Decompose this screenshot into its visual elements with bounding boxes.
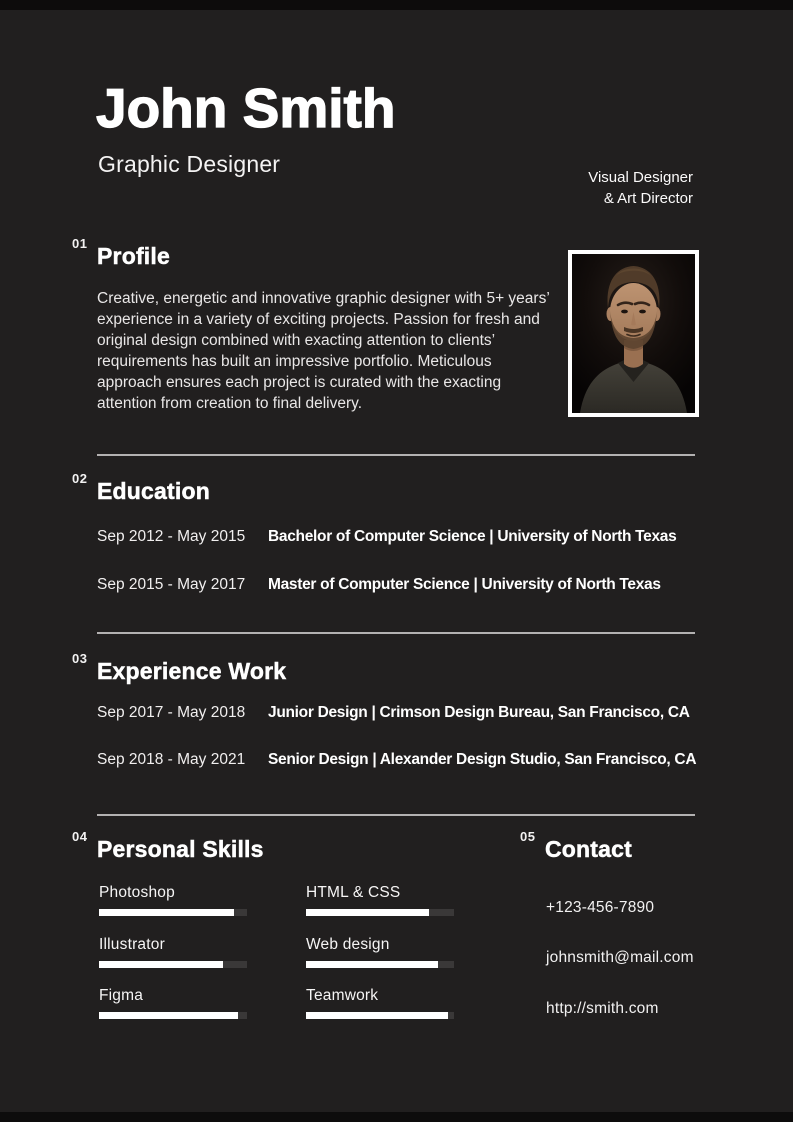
skill-item [306, 884, 454, 916]
skill-label: Photoshop [99, 884, 175, 901]
section-number-education: 02 [72, 471, 88, 486]
skill-item [99, 936, 247, 968]
section-title-education: Education [97, 478, 210, 504]
skill-item [99, 987, 247, 1019]
education-dates: Sep 2015 - May 2017 [97, 576, 246, 593]
top-border-bar [0, 0, 793, 10]
skill-bar-track [306, 961, 454, 968]
skill-bar-fill [306, 1012, 448, 1019]
experience-row [97, 704, 690, 722]
education-dates: Sep 2012 - May 2015 [97, 528, 246, 545]
education-details: Bachelor of Computer Science | University of North Texas [268, 528, 677, 545]
section-number-experience: 03 [72, 651, 88, 666]
education-row [97, 528, 676, 546]
experience-details: Senior Design | Alexander Design Studio, San Francisco, CA [268, 751, 697, 768]
skill-bar-track [306, 1012, 454, 1019]
skill-bar-fill [306, 961, 438, 968]
section-heading-contact [520, 829, 633, 863]
section-divider [97, 632, 695, 634]
skill-bar-fill [99, 909, 234, 916]
profile-summary-text: Creative, energetic and innovative graphic designer with 5+ years’ experience in a variety of exciting projects. Passion for fresh and original design combined with exacting attention to clients’ requirements has built an impressive portfolio. Meticulous approach ensures each project is curated with the exacting attention from creation to final delivery. [97, 290, 550, 412]
contact-website: http://smith.com [546, 1000, 659, 1017]
tagline-line-1: Visual Designer [588, 169, 693, 186]
experience-row [97, 751, 696, 769]
section-divider [97, 454, 695, 456]
skill-bar-track [99, 1012, 247, 1019]
skill-label: Teamwork [306, 987, 379, 1004]
bottom-border-bar [0, 1112, 793, 1122]
skill-bar-track [99, 961, 247, 968]
section-heading-skills [72, 829, 264, 863]
section-number-profile: 01 [72, 236, 88, 251]
section-title-profile: Profile [97, 243, 170, 269]
contact-phone: +123-456-7890 [546, 899, 655, 916]
section-number-contact: 05 [520, 829, 536, 844]
section-number-skills: 04 [72, 829, 88, 844]
section-divider [97, 814, 695, 816]
education-row [97, 576, 661, 594]
tagline [588, 167, 693, 209]
profile-photo [568, 250, 699, 417]
skill-bar-fill [99, 1012, 238, 1019]
skill-label: HTML & CSS [306, 884, 401, 901]
skill-bar-fill [99, 961, 223, 968]
job-title: Graphic Designer [98, 151, 281, 177]
skill-label: Web design [306, 936, 390, 953]
contact-email: johnsmith@mail.com [546, 949, 694, 966]
education-details: Master of Computer Science | University of North Texas [268, 576, 661, 593]
section-title-experience: Experience Work [97, 658, 287, 684]
skill-bar-fill [306, 909, 429, 916]
section-heading-profile [72, 236, 170, 270]
skill-bar-track [306, 909, 454, 916]
section-title-skills: Personal Skills [97, 836, 264, 862]
experience-dates: Sep 2017 - May 2018 [97, 704, 246, 721]
section-heading-education [72, 471, 210, 505]
skill-item [99, 884, 247, 916]
skill-label: Figma [99, 987, 144, 1004]
section-heading-experience [72, 651, 287, 685]
skill-label: Illustrator [99, 936, 165, 953]
person-name: John Smith [96, 77, 396, 139]
experience-dates: Sep 2018 - May 2021 [97, 751, 246, 768]
experience-details: Junior Design | Crimson Design Bureau, San Francisco, CA [268, 704, 690, 721]
tagline-line-2: & Art Director [603, 190, 693, 207]
skill-bar-track [99, 909, 247, 916]
skill-item [306, 987, 454, 1019]
section-title-contact: Contact [545, 836, 633, 862]
skill-item [306, 936, 454, 968]
portrait-illustration [572, 254, 695, 413]
